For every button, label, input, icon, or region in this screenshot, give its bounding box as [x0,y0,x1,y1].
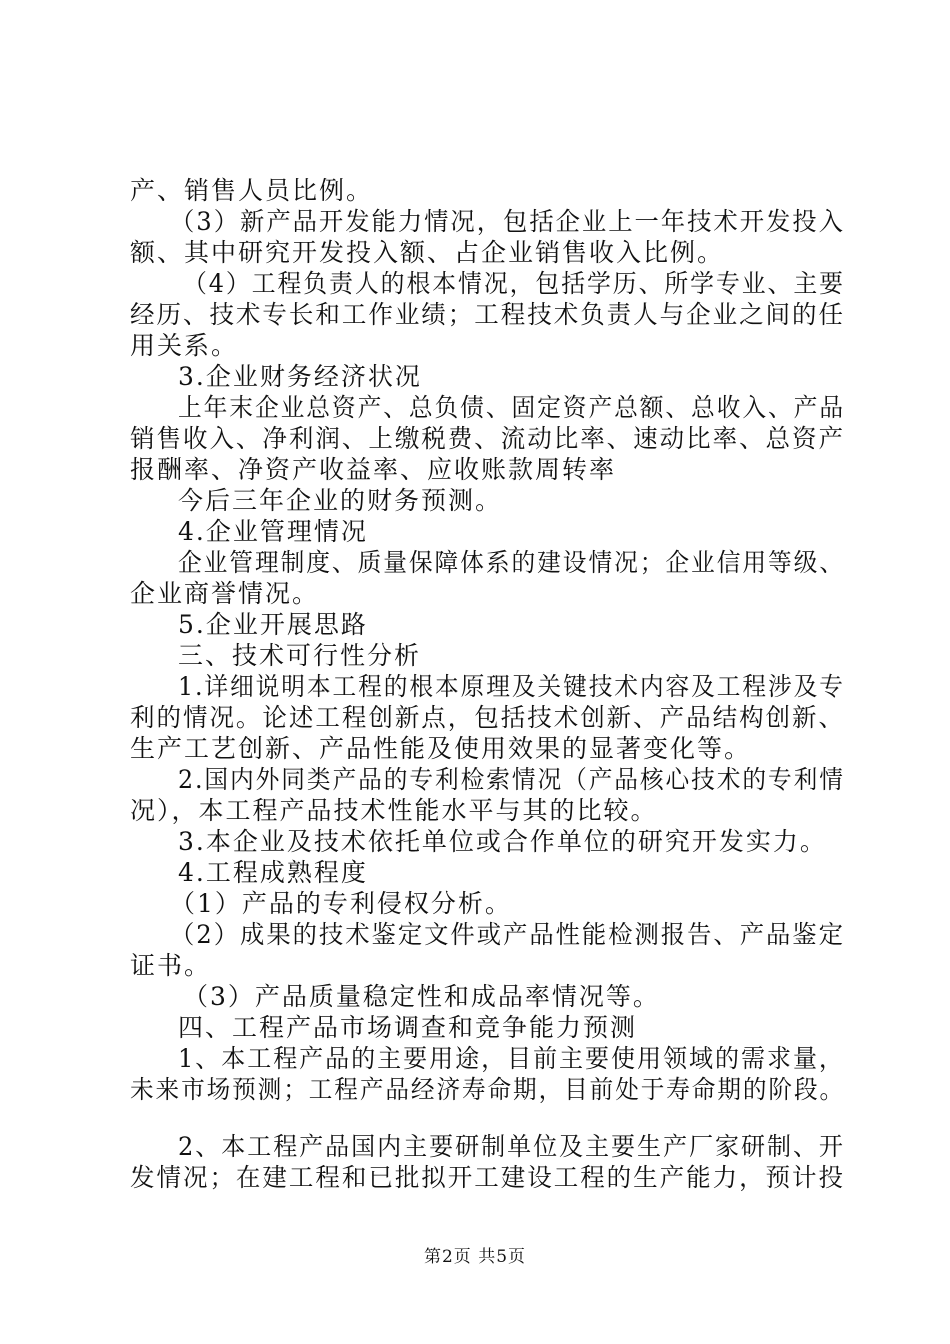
text-line: 企业管理制度、质量保障体系的建设情况；企业信用等级、 [178,548,845,577]
text-line: 3.企业财务经济状况 [178,362,422,391]
text-line: 销售收入、净利润、上缴税费、流动比率、速动比率、总资产 [130,424,846,453]
text-line: 发情况；在建工程和已批拟开工建设工程的生产能力，预计投 [130,1163,846,1192]
text-line: 生产工艺创新、产品性能及使用效果的显著变化等。 [130,734,752,763]
text-line: 2、本工程产品国内主要研制单位及主要生产厂家研制、开 [178,1132,845,1161]
section-heading: 四、工程产品市场调查和竞争能力预测 [178,1013,638,1042]
text-line: 证书。 [130,951,212,980]
text-line: 4.工程成熟程度 [178,858,368,887]
text-line: 4.企业管理情况 [178,517,368,546]
text-line: 用关系。 [130,331,239,360]
text-line: 5.企业开展思路 [178,610,368,639]
text-line: 2.国内外同类产品的专利检索情况（产品核心技术的专利情 [178,765,845,794]
text-line: 1、本工程产品的主要用途，目前主要使用领域的需求量， [178,1044,845,1073]
page-footer: 第2页 共5页 [423,1247,527,1267]
text-line: （3）新产品开发能力情况，包括企业上一年技术开发投入 [170,207,845,236]
text-line: 3.本企业及技术依托单位或合作单位的研究开发实力。 [178,827,827,856]
text-line: 额、其中研究开发投入额、占企业销售收入比例。 [130,238,725,267]
text-line: 况），本工程产品技术性能水平与其的比较。 [130,796,658,825]
text-line: 未来市场预测；工程产品经济寿命期，目前处于寿命期的阶段。 [130,1075,846,1104]
text-line: 产、销售人员比例。 [130,176,374,205]
text-line: 上年末企业总资产、总负债、固定资产总额、总收入、产品 [178,393,845,422]
text-line: 今后三年企业的财务预测。 [178,486,503,515]
text-line: （2）成果的技术鉴定文件或产品性能检测报告、产品鉴定 [170,920,845,949]
text-line: （3）产品质量稳定性和成品率情况等。 [183,982,660,1011]
text-line: （4）工程负责人的根本情况，包括学历、所学专业、主要 [183,269,845,298]
section-heading: 三、技术可行性分析 [178,641,422,670]
text-line: 企业商誉情况。 [130,579,320,608]
text-line: （1）产品的专利侵权分析。 [170,889,512,918]
text-line: 经历、技术专长和工作业绩；工程技术负责人与企业之间的任 [130,300,846,329]
text-line: 1.详细说明本工程的根本原理及关键技术内容及工程涉及专 [178,672,845,701]
text-line: 利的情况。论述工程创新点，包括技术创新、产品结构创新、 [130,703,846,732]
text-line: 报酬率、净资产收益率、应收账款周转率 [130,455,617,484]
